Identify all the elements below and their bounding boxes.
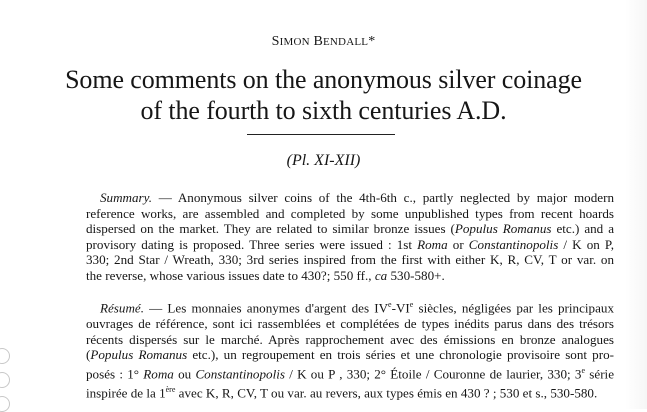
- binding-hole: [0, 396, 10, 412]
- author-footnote-mark: *: [368, 34, 376, 49]
- summary-line: reference works, are assembled and completed by some unpublished types from recent hoards: [86, 205, 614, 221]
- title-line-2: of the fourth to sixth centuries A.D.: [140, 96, 507, 125]
- summary-line: the reverse, whose various issues date to 430?; 550 ff., ca 530-580+.: [86, 267, 445, 283]
- resume-line: (Populus Romanus etc.), un regroupement en trois séries et une chronologie provisoire sont pro-: [86, 347, 614, 363]
- title-line-1: Some comments on the anonymous silver coinage: [65, 65, 582, 94]
- summary-label: Summary.: [100, 190, 153, 205]
- author-first-initial: S: [271, 34, 280, 49]
- plates-reference: (Pl. XI-XII): [286, 152, 361, 169]
- resume-line: ouvrages de référence, sont ici rassemblées et complétées de types inédits parus dans des trésors: [86, 315, 614, 331]
- binding-hole: [0, 372, 10, 388]
- summary-paragraph: [86, 190, 614, 284]
- author-last-initial: B: [313, 34, 323, 49]
- author-first-rest: IMON: [279, 36, 310, 48]
- resume-paragraph: [86, 297, 614, 401]
- summary-line: Summary. — Anonymous silver coins of the 4th-6th c., partly neglected by major modern: [100, 190, 614, 205]
- author-line: [0, 34, 647, 50]
- title-rule: [247, 134, 395, 135]
- author-last-rest: ENDALL: [322, 36, 369, 48]
- resume-line: Résumé. — Les monnaies anonymes d'argent des IVe-VIe siècles, négligées par les principaux: [100, 300, 615, 316]
- resume-label: Résumé.: [100, 300, 144, 316]
- summary-line: dispersed on the market. They are related to similar bronze issues (Populus Romanus etc.) and a: [86, 221, 615, 237]
- summary-line: 330; 2nd Star / Wreath, 330; 3rd series inspired from the first with either K, R, CV, T or var. on: [86, 252, 614, 268]
- summary-line: provisory dating is proposed. Three series were issued : 1st Roma or Constantinopolis / K on P,: [86, 236, 614, 252]
- article-title: [0, 64, 647, 126]
- resume-line: récents dispersés sur le marché. Après rapprochement avec des émissions en bronze analogues: [86, 331, 614, 347]
- page-edge-shadow: [625, 0, 647, 409]
- binding-hole: [0, 348, 10, 364]
- resume-line: inspirée de la 1ère avec K, R, CV, T ou var. au revers, aux types émis en 430 ? ; 530 et s., 530-580.: [86, 384, 598, 401]
- resume-line: posés : 1° Roma ou Constantinopolis / K ou P , 330; 2° Étoile / Couronne de laurier, 330; 3e série: [86, 365, 615, 382]
